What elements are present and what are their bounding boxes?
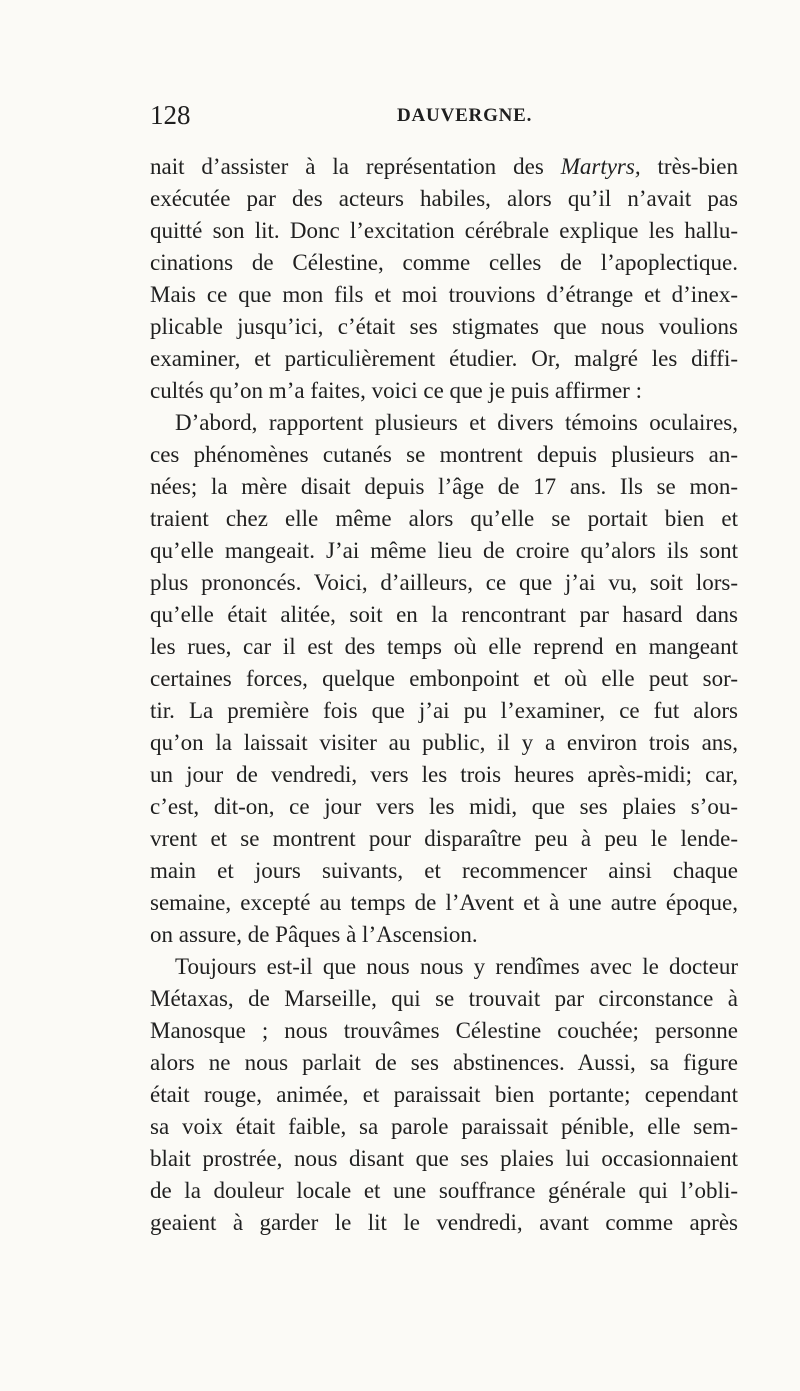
text-line: nait d’assister à la représentation des Martyrs, très-bien bbox=[150, 154, 738, 179]
text-line: quitté son lit. Donc l’excitation cérébrale explique les hallu- bbox=[150, 218, 738, 243]
text-line: main et jours suivants, et recommencer ainsi chaque bbox=[150, 858, 738, 883]
running-head: DAUVERGNE. bbox=[397, 105, 533, 126]
text-line: on assure, de Pâques à l’Ascension. bbox=[150, 922, 478, 947]
text-line: les rues, car il est des temps où elle reprend en mangeant bbox=[150, 634, 738, 659]
text-line: plicable jusqu’ici, c’était ses stigmates que nous voulions bbox=[150, 314, 738, 339]
paragraph-start: Toujours est-il que nous nous y rendîmes avec le docteur bbox=[175, 954, 738, 979]
text-line: cultés qu’on m’a faites, voici ce que je puis affirmer : bbox=[150, 378, 642, 403]
text-line: cinations de Célestine, comme celles de l’apoplectique. bbox=[150, 250, 738, 275]
text-line: blait prostrée, nous disant que ses plaies lui occasionnaient bbox=[150, 1146, 738, 1171]
text-line: Mais ce que mon fils et moi trouvions d’étrange et d’inex- bbox=[150, 282, 738, 307]
text-line: ces phénomènes cutanés se montrent depuis plusieurs an- bbox=[150, 442, 738, 467]
text-line: qu’elle était alitée, soit en la rencontrant par hasard dans bbox=[150, 602, 738, 627]
text-line: examiner, et particulièrement étudier. Or, malgré les diffi- bbox=[150, 346, 738, 371]
text-line: nées; la mère disait depuis l’âge de 17 ans. Ils se mon- bbox=[150, 474, 738, 499]
text-line: semaine, excepté au temps de l’Avent et à une autre époque, bbox=[150, 890, 738, 915]
text-line: traient chez elle même alors qu’elle se portait bien et bbox=[150, 506, 738, 531]
text-line: sa voix était faible, sa parole paraissait pénible, elle sem- bbox=[150, 1114, 738, 1139]
text-line: Métaxas, de Marseille, qui se trouvait par circonstance à bbox=[150, 986, 738, 1011]
page-header bbox=[150, 100, 740, 140]
page-number: 128 bbox=[150, 100, 191, 130]
text-line: alors ne nous parlait de ses abstinences. Aussi, sa figure bbox=[150, 1050, 738, 1075]
text-line: c’est, dit-on, ce jour vers les midi, que ses plaies s’ou- bbox=[150, 794, 738, 819]
text-line: Manosque ; nous trouvâmes Célestine couchée; personne bbox=[150, 1018, 738, 1043]
text-line: vrent et se montrent pour disparaître peu à peu le lende- bbox=[150, 826, 738, 851]
text-line: certaines forces, quelque embonpoint et où elle peut sor- bbox=[150, 666, 738, 691]
text-line: geaient à garder le lit le vendredi, avant comme après bbox=[150, 1210, 738, 1235]
text-line: tir. La première fois que j’ai pu l’examiner, ce fut alors bbox=[150, 698, 738, 723]
text-line: qu’on la laissait visiter au public, il y a environ trois ans, bbox=[150, 730, 738, 755]
text-line: exécutée par des acteurs habiles, alors qu’il n’avait pas bbox=[150, 186, 738, 211]
text-line: était rouge, animée, et paraissait bien portante; cependant bbox=[150, 1082, 738, 1107]
text-line: un jour de vendredi, vers les trois heures après-midi; car, bbox=[150, 762, 738, 787]
text-line: qu’elle mangeait. J’ai même lieu de croire qu’alors ils sont bbox=[150, 538, 738, 563]
text-line: de la douleur locale et une souffrance générale qui l’obli- bbox=[150, 1178, 738, 1203]
text-line: plus prononcés. Voici, d’ailleurs, ce que j’ai vu, soit lors- bbox=[150, 570, 738, 595]
paragraph-start: D’abord, rapportent plusieurs et divers témoins oculaires, bbox=[175, 410, 738, 435]
